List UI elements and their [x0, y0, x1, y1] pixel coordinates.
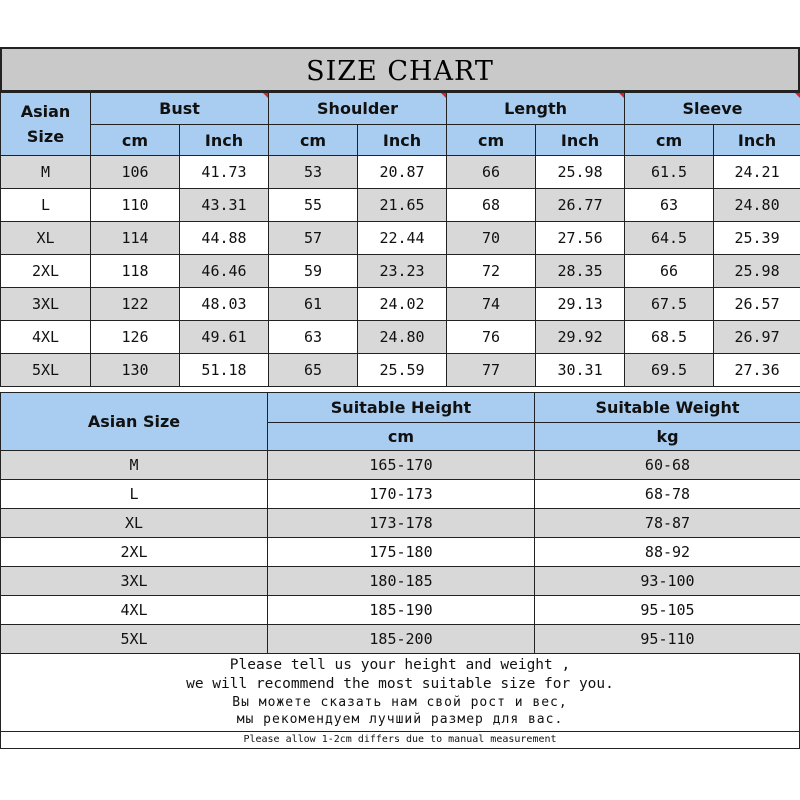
table-row	[1, 538, 800, 567]
unit-header: Inch	[536, 125, 625, 156]
measurement-cell: 53	[269, 156, 358, 189]
table-row	[1, 354, 800, 387]
measurement-cell: 130	[91, 354, 180, 387]
measurement-cell: 25.98	[536, 156, 625, 189]
measurement-cell: 41.73	[180, 156, 269, 189]
fit-size-header: Asian Size	[1, 393, 268, 451]
measurement-cell: 27.36	[714, 354, 800, 387]
unit-header: cm	[447, 125, 536, 156]
measurement-cell: 25.59	[358, 354, 447, 387]
table-row	[1, 451, 800, 480]
height-cell: 185-190	[268, 596, 535, 625]
measurement-cell: 65	[269, 354, 358, 387]
table-row	[1, 509, 800, 538]
table-row	[1, 567, 800, 596]
note-en-line1: Please tell us your height and weight ,	[229, 657, 571, 673]
measurement-cell: 67.5	[625, 288, 714, 321]
table-row	[1, 625, 800, 654]
table-row	[1, 480, 800, 509]
size-cell: XL	[1, 509, 268, 538]
measurement-cell: 69.5	[625, 354, 714, 387]
measurement-cell: 57	[269, 222, 358, 255]
note-ru-line1: Вы можете сказать нам свой рост и вес,	[232, 695, 568, 710]
note-ru-line2: мы рекомендуем лучший размер для вас.	[236, 712, 564, 727]
sleeve-header: Sleeve	[625, 93, 800, 125]
size-cell: M	[1, 156, 91, 189]
height-cell: 185-200	[268, 625, 535, 654]
unit-header: cm	[625, 125, 714, 156]
fit-recommendation-table	[0, 392, 800, 654]
notes-panel	[0, 654, 800, 749]
size-cell: 3XL	[1, 288, 91, 321]
weight-cell: 60-68	[535, 451, 800, 480]
measurement-cell: 29.13	[536, 288, 625, 321]
measurement-cell: 106	[91, 156, 180, 189]
unit-header: Inch	[714, 125, 800, 156]
measurement-cell: 24.21	[714, 156, 800, 189]
height-cell: 170-173	[268, 480, 535, 509]
weight-cell: 95-105	[535, 596, 800, 625]
measurement-cell: 72	[447, 255, 536, 288]
measurement-cell: 63	[269, 321, 358, 354]
measurement-cell: 23.23	[358, 255, 447, 288]
size-cell: 5XL	[1, 625, 268, 654]
size-cell: 4XL	[1, 321, 91, 354]
measurement-disclaimer: Please allow 1-2cm differs due to manual measurement	[1, 731, 799, 748]
height-cell: 175-180	[268, 538, 535, 567]
unit-header: Inch	[358, 125, 447, 156]
measurement-cell: 24.80	[714, 189, 800, 222]
measurement-cell: 26.57	[714, 288, 800, 321]
measurement-cell: 61.5	[625, 156, 714, 189]
measurement-cell: 21.65	[358, 189, 447, 222]
size-cell: M	[1, 451, 268, 480]
measurement-cell: 110	[91, 189, 180, 222]
measurement-cell: 74	[447, 288, 536, 321]
unit-header: cm	[269, 125, 358, 156]
measurement-cell: 46.46	[180, 255, 269, 288]
table-row	[1, 156, 800, 189]
size-cell: 4XL	[1, 596, 268, 625]
measurement-cell: 126	[91, 321, 180, 354]
bust-header: Bust	[91, 93, 269, 125]
shoulder-header: Shoulder	[269, 93, 447, 125]
size-chart	[0, 47, 800, 749]
weight-cell: 88-92	[535, 538, 800, 567]
size-cell: 3XL	[1, 567, 268, 596]
measurement-cell: 64.5	[625, 222, 714, 255]
measurement-cell: 122	[91, 288, 180, 321]
height-unit: cm	[268, 423, 535, 451]
measurement-cell: 59	[269, 255, 358, 288]
measurement-cell: 26.97	[714, 321, 800, 354]
measurement-cell: 26.77	[536, 189, 625, 222]
height-cell: 165-170	[268, 451, 535, 480]
length-header: Length	[447, 93, 625, 125]
size-cell: 2XL	[1, 255, 91, 288]
note-en-line2: we will recommend the most suitable size for you.	[186, 676, 614, 692]
measurement-cell: 70	[447, 222, 536, 255]
unit-header: Inch	[180, 125, 269, 156]
measurement-cell: 68.5	[625, 321, 714, 354]
chart-title: SIZE CHART	[0, 47, 800, 92]
measurement-cell: 28.35	[536, 255, 625, 288]
weight-unit: kg	[535, 423, 800, 451]
table-row	[1, 288, 800, 321]
measurement-cell: 44.88	[180, 222, 269, 255]
table-row	[1, 189, 800, 222]
measurement-cell: 29.92	[536, 321, 625, 354]
measurement-cell: 68	[447, 189, 536, 222]
table-row	[1, 596, 800, 625]
measurement-cell: 49.61	[180, 321, 269, 354]
measurement-cell: 48.03	[180, 288, 269, 321]
measurement-cell: 24.80	[358, 321, 447, 354]
measurement-cell: 27.56	[536, 222, 625, 255]
garment-measurement-table	[0, 92, 800, 387]
measurement-cell: 30.31	[536, 354, 625, 387]
weight-cell: 93-100	[535, 567, 800, 596]
measurement-cell: 25.39	[714, 222, 800, 255]
measurement-cell: 77	[447, 354, 536, 387]
measurement-cell: 61	[269, 288, 358, 321]
size-cell: 2XL	[1, 538, 268, 567]
table-row	[1, 222, 800, 255]
measurement-cell: 20.87	[358, 156, 447, 189]
measurement-cell: 51.18	[180, 354, 269, 387]
height-cell: 173-178	[268, 509, 535, 538]
measurement-cell: 66	[447, 156, 536, 189]
measurement-cell: 63	[625, 189, 714, 222]
weight-cell: 78-87	[535, 509, 800, 538]
size-cell: XL	[1, 222, 91, 255]
measurement-cell: 25.98	[714, 255, 800, 288]
measurement-cell: 43.31	[180, 189, 269, 222]
weight-header: Suitable Weight	[535, 393, 800, 423]
measurement-cell: 22.44	[358, 222, 447, 255]
unit-header: cm	[91, 125, 180, 156]
measurement-cell: 24.02	[358, 288, 447, 321]
measurement-cell: 114	[91, 222, 180, 255]
table-row	[1, 255, 800, 288]
measurement-cell: 118	[91, 255, 180, 288]
measurement-cell: 76	[447, 321, 536, 354]
size-cell: L	[1, 189, 91, 222]
weight-cell: 95-110	[535, 625, 800, 654]
measurement-cell: 66	[625, 255, 714, 288]
size-cell: 5XL	[1, 354, 91, 387]
size-header: Asian Size	[1, 93, 91, 156]
table-row	[1, 321, 800, 354]
weight-cell: 68-78	[535, 480, 800, 509]
height-cell: 180-185	[268, 567, 535, 596]
size-cell: L	[1, 480, 268, 509]
measurement-cell: 55	[269, 189, 358, 222]
height-header: Suitable Height	[268, 393, 535, 423]
